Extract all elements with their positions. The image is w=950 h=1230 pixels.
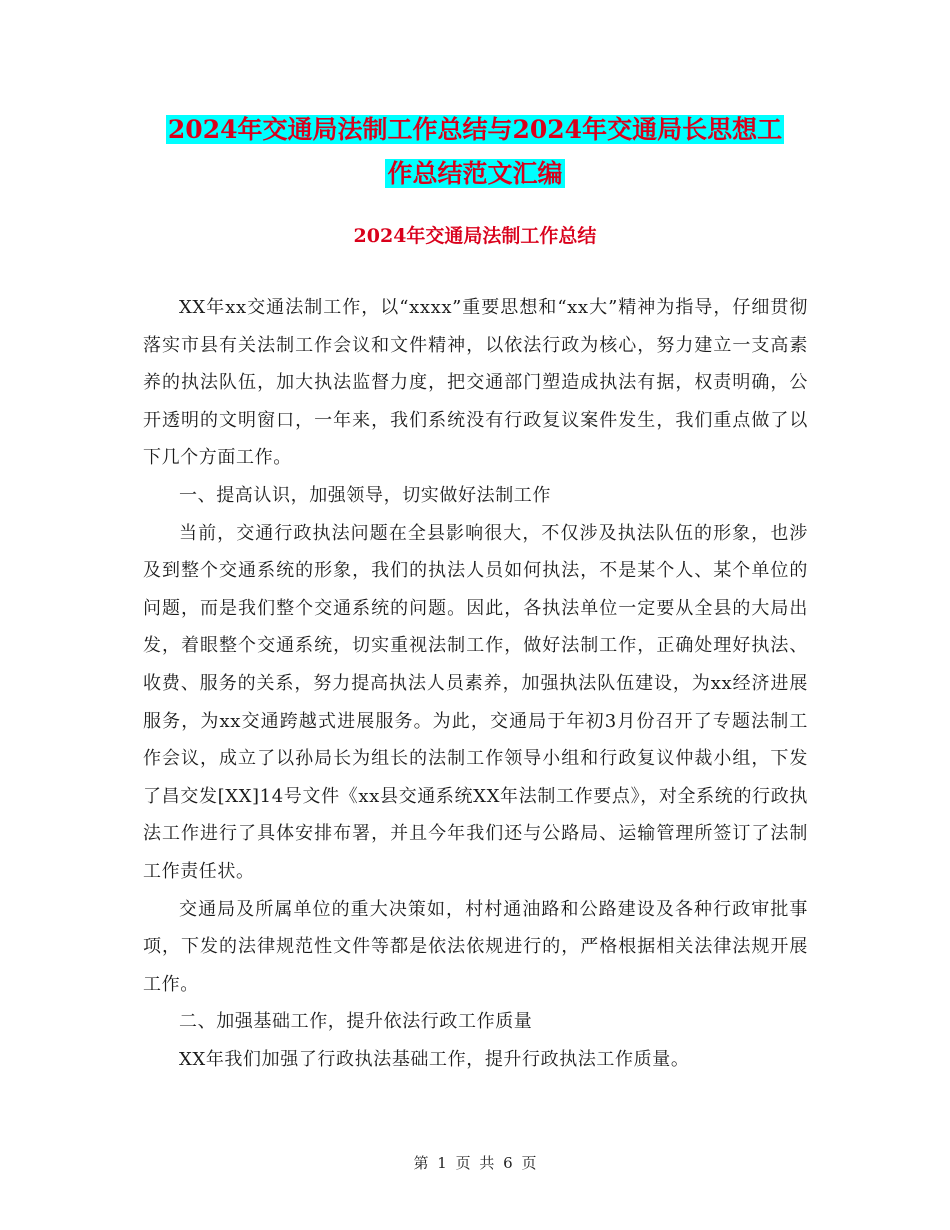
document-title-line-1 [0,108,950,152]
document-title-text-2: 作总结范文汇编 [387,159,563,188]
paragraph: XX年我们加强了行政执法基础工作，提升行政执法工作质量。 [179,1048,690,1070]
paragraph-heading: 一、提高认识，加强领导，切实做好法制工作 [179,484,551,506]
page-footer: 第 1 页 共 6 页 [413,1154,537,1172]
paragraph: 交通局及所属单位的重大决策如，村村通油路和公路建设及各种行政审批事项，下发的法律规范性文件等都是依法依规进行的，严格根据相关法律法规开展工作。 [143,898,808,995]
document-body [143,289,808,1078]
section-title: 2024年交通局法制工作总结 [353,225,597,247]
document-title-text-1: 2024年交通局法制工作总结与2024年交通局长思想工 [167,115,783,144]
paragraph: XX年xx交通法制工作，以“xxxx”重要思想和“xx大”精神为指导，仔细贯彻落实市县有关法制工作会议和文件精神，以依法行政为核心，努力建立一支高素养的执法队伍，加大执法监督力度，把交通部门塑造成执法有据，权责明确，公开透明的文明窗口，一年来，我们系统没有行政复议案件发生，我们重点做了以下几个方面工作。 [143,297,808,469]
document-title-line-2 [0,152,950,196]
paragraph: 当前，交通行政执法问题在全县影响很大，不仅涉及执法队伍的形象，也涉及到整个交通系统的形象，我们的执法人员如何执法，不是某个人、某个单位的问题，而是我们整个交通系统的问题。因此，各执法单位一定要从全县的大局出发，着眼整个交通系统，切实重视法制工作，做好法制工作，正确处理好执法、收费、服务的关系，努力提高执法人员素养，加强执法队伍建设，为xx经济进展服务，为xx交通跨越式进展服务。为此，交通局于年初3月份召开了专题法制工作会议，成立了以孙局长为组长的法制工作领导小组和行政复议仲裁小组，下发了昌交发[XX]14号文件《xx县交通系统XX年法制工作要点》，对全系统的行政执法工作进行了具体安排布署，并且今年我们还与公路局、运输管理所签订了法制工作责任状。 [143,522,808,882]
paragraph-heading: 二、加强基础工作，提升依法行政工作质量 [179,1011,533,1033]
